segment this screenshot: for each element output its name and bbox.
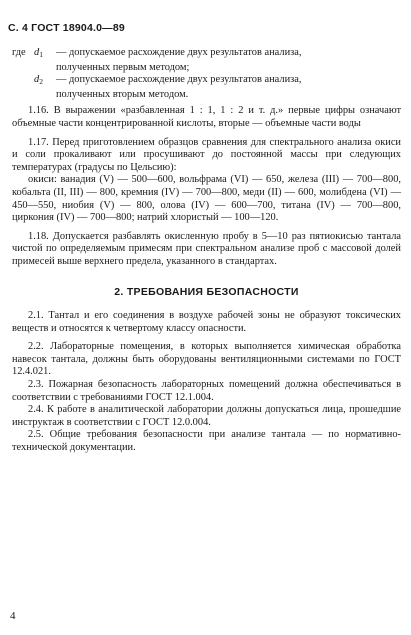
- page-header: С. 4 ГОСТ 18904.0—89: [8, 22, 125, 34]
- paragraph-1-18: 1.18. Допускается разбавлять окисленную пробу в 5—10 раз пятиокисью тантала чистой по определяемым примесям при спектральном анализе проб с массовой долей примесей выше верхнего предела, указанного в стандартах.: [12, 230, 401, 267]
- d2-symbol: $d_2$: [34, 74, 43, 87]
- d1-description: — допускаемое расхождение двух результатов анализа,: [56, 47, 302, 58]
- definition-d2: [12, 74, 401, 89]
- paragraph-1-17: 1.17. Перед приготовлением образцов сравнения для спектрального анализа окиси и соли прокаливают или просушивают до постоянной массы при следующих температурах (градусы по Цельсию):: [12, 136, 401, 173]
- d2-description: — допускаемое расхождение двух результатов анализа,: [56, 74, 302, 86]
- paragraph-2-1: 2.1. Тантал и его соединения в воздухе рабочей зоны не образуют токсических веществ и относятся к четвертому классу опасности.: [12, 310, 401, 334]
- d1-symbol: $d_1$: [34, 47, 43, 59]
- page-number: 4: [10, 610, 16, 622]
- paragraph-2-5: 2.5. Общие требования безопасности при анализе тантала — по нормативно-технической документации.: [12, 429, 401, 454]
- paragraph-1-17-temperatures: окиси: ванадия (V) — 500—600, вольфрама (VI) — 650, железа (III) — 700—800, кобальта (II, III) — 800, кремния (IV) — 700—800, меди (II) — 600, молибдена (VI) — 450—550, ниобия (V) — 800, олова (IV) — 600—700, титана (IV) — 700—800, циркония (IV) — 700—800; натрий хлористый — 100—120.: [12, 174, 401, 224]
- paragraph-2-2: 2.2. Лабораторные помещения, в которых выполняется химическая обработка навесок тантала, должны быть оборудованы вентиляционными системами по ГОСТ 12.4.021.: [12, 341, 401, 378]
- where-label: где: [12, 47, 26, 58]
- paragraph-2-4: 2.4. К работе в аналитической лаборатории должны допускаться лица, прошедшие инструктаж в соответствии с ГОСТ 12.0.004.: [12, 404, 401, 428]
- document-body: [12, 47, 401, 455]
- paragraph-2-3: 2.3. Пожарная безопасность лабораторных помещений должна обеспечиваться в соответствии с требованиями ГОСТ 12.1.004.: [12, 379, 401, 403]
- paragraph-1-16: 1.16. В выражении «разбавленная 1 : 1, 1 : 2 и т. д.» первые цифры означают объемные части концентрированной кислоты, вторые — объемные части воды: [12, 105, 401, 129]
- section-2-title: 2. ТРЕБОВАНИЯ БЕЗОПАСНОСТИ: [114, 285, 299, 298]
- d2-continuation: полученных вторым методом.: [56, 88, 189, 100]
- definition-d1: [12, 47, 401, 62]
- d1-continuation: полученных первым методом;: [56, 61, 190, 73]
